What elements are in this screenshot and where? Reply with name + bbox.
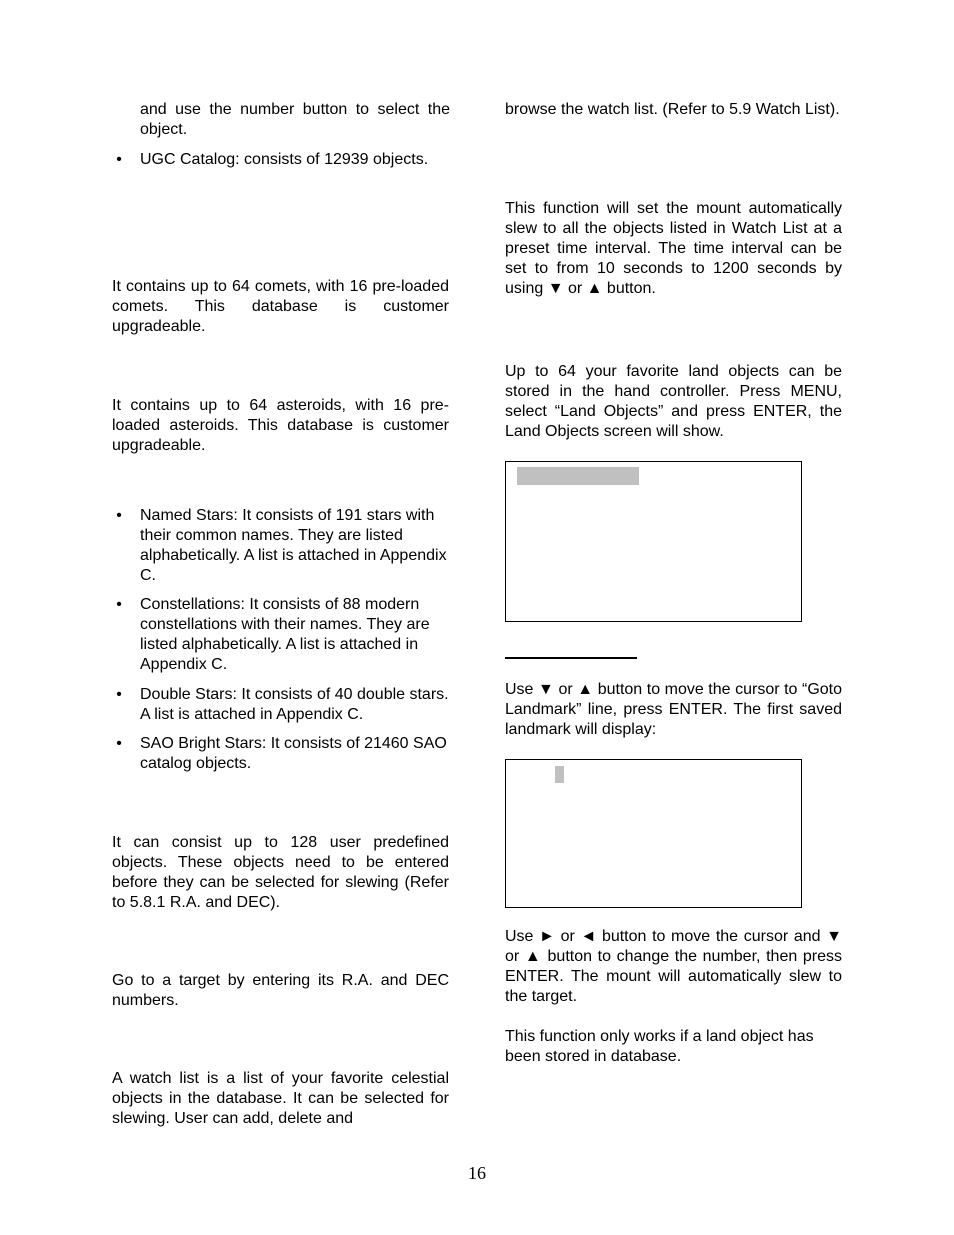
asteroids-paragraph: It contains up to 64 asteroids, with 16 pre-loaded asteroids. This database is customer upgradeable.: [112, 397, 449, 454]
tour-paragraph: This function will set the mount automatically slew to all the objects listed in Watch List at a preset time interval. The time interval can be set to from 10 seconds to 1200 seconds by using ▼ or ▲ button.: [505, 200, 842, 297]
ugc-catalog-text: UGC Catalog: consists of 12939 objects.: [140, 151, 429, 168]
land-objects-screen: [505, 461, 802, 622]
comets-paragraph: It contains up to 64 comets, with 16 pre-loaded comets. This database is customer upgradeable.: [112, 278, 449, 335]
named-stars-text: Named Stars: It consists of 191 stars with their common names. They are listed alphabetically. A list is attached in Appendix C.: [140, 507, 447, 584]
bullet-icon: •: [116, 735, 122, 752]
menu-highlight-bar: [517, 467, 639, 485]
double-stars-text: Double Stars: It consists of 40 double stars. A list is attached in Appendix C.: [140, 686, 449, 723]
bullet-icon: •: [116, 507, 122, 524]
note-paragraph: This function only works if a land object has been stored in database.: [505, 1028, 814, 1065]
goto-landmark-paragraph: Use ▼ or ▲ button to move the cursor to “Goto Landmark” line, press ENTER. The first saved landmark will display:: [505, 681, 842, 738]
constellations-text: Constellations: It consists of 88 modern constellations with their names. They are listed alphabetically. A list is attached in Appendix C.: [140, 596, 430, 673]
catalog-continuation: and use the number button to select the object.: [140, 101, 450, 138]
bullet-icon: •: [116, 596, 122, 613]
landmark-screen: [505, 759, 802, 908]
section-heading-rule: [505, 657, 637, 659]
watch-list-continuation: browse the watch list. (Refer to 5.9 Watch List).: [505, 101, 840, 118]
sao-stars-text: SAO Bright Stars: It consists of 21460 SAO catalog objects.: [140, 735, 447, 772]
change-number-paragraph: Use ► or ◄ button to move the cursor and ▼ or ▲ button to change the number, then press ENTER. The mount will automatically slew to the target.: [505, 928, 842, 1005]
watch-list-paragraph: A watch list is a list of your favorite celestial objects in the database. It can be selected for slewing. User can add, delete and: [112, 1070, 449, 1127]
user-objects-paragraph: It can consist up to 128 user predefined objects. These objects need to be entered before they can be selected for slewing (Refer to 5.8.1 R.A. and DEC).: [112, 834, 449, 911]
cursor-block: [555, 766, 564, 783]
ra-dec-paragraph: Go to a target by entering its R.A. and DEC numbers.: [112, 972, 449, 1009]
bullet-icon: •: [116, 151, 122, 168]
bullet-icon: •: [116, 686, 122, 703]
land-objects-paragraph: Up to 64 your favorite land objects can be stored in the hand controller. Press MENU, select “Land Objects” and press ENTER, the Land Objects screen will show.: [505, 363, 842, 440]
page-number: 16: [468, 1163, 486, 1183]
